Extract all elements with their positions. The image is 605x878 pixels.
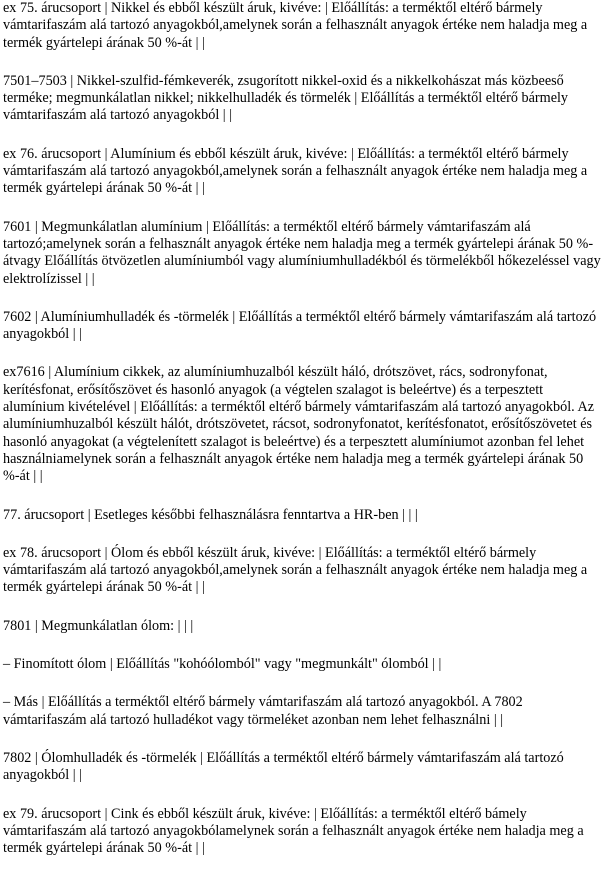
paragraph-7802: 7802 | Ólomhulladék és -törmelék | Előállítás a terméktől eltérő bármely vámtarifaszám alá tartozó anyagokból | | — [3, 749, 564, 784]
paragraph-ex75: ex 75. árucsoport | Nikkel és ebből készült áruk, kivéve: | Előállítás: a terméktől eltérő bármely vámtarifaszám alá tartozó anyagokból,amelynek során a felhasznált anyagok értéke nem haladja meg a termék gyártelepi árának 50 %-át | | — [3, 0, 588, 51]
paragraph-ex7616: ex7616 | Alumínium cikkek, az alumíniumhuzalból készült háló, drótszövet, rács, sodronyfonat, kerítésfonat, erősítőszövet és hasonló anyagok (a végtelen szalagot is beleértve) és a terpesztett alumínium kivételével | Előállítás: a terméktől eltérő bármely vámtarifaszám alá tartozó anyagokból. Az alumíniumhuzalból készült hálót, drótszövetet, rácsot, sodronyfonatot, kerítésfonatot, erősítőszövetet és hasonló anyagokat (a végtelenített szalagot is beleértve) és a terpesztett alumíniumot azonban fel lehet használniamelynek során a felhasznált anyagok értéke nem haladja meg a termék gyártelepi árának 50 %-át | | — [3, 364, 595, 485]
paragraph-ex76: ex 76. árucsoport | Alumínium és ebből készült áruk, kivéve: | Előállítás: a terméktől eltérő bármely vámtarifaszám alá tartozó anyagokból,amelynek során a felhasznált anyagok értéke nem haladja meg a termék gyártelepi árának 50 %-át | | — [3, 145, 588, 197]
paragraph-77: 77. árucsoport | Esetleges későbbi felhasználásra fenntartva a HR-ben | | | — [3, 506, 418, 523]
paragraph-7801: 7801 | Megmunkálatlan ólom: | | | — [3, 617, 194, 634]
paragraph-7602: 7602 | Alumíniumhulladék és -törmelék | Előállítás a terméktől eltérő bármely vámtarifaszám alá tartozó anyagokból | | — [3, 308, 597, 343]
paragraph-ex79: ex 79. árucsoport | Cink és ebből készült áruk, kivéve: | Előállítás: a terméktől eltérő bámely vámtarifaszám alá tartozó anyagokbólamelynek során a felhasznált anyagok értéke nem haladja meg a termék gyártelepi árának 50 %-át | | — [3, 805, 584, 857]
paragraph-mas: – Más | Előállítás a terméktől eltérő bármely vámtarifaszám alá tartozó anyagokból. A 7802 vámtarifaszám alá tartozó hulladékot vagy törmeléket azonban nem lehet felhasználni | | — [3, 694, 523, 728]
paragraph-finomitott-olom: – Finomított ólom | Előállítás "kohóólomból" vagy "megmunkált" ólomból | | — [3, 656, 442, 673]
paragraph-7601: 7601 | Megmunkálatlan alumínium | Előállítás: a terméktől eltérő bármely vámtarifaszám alá tartozó;amelynek során a felhasznált anyagok értéke nem haladja meg a termék gyártelepi árának 50 %-átvagy Előállítás ötvözetlen alumíniumból vagy alumíniumhulladékból és törmelékből hőkezeléssel vagy elektrolízissel | | — [3, 218, 601, 287]
paragraph-ex78: ex 78. árucsoport | Ólom és ebből készült áruk, kivéve: | Előállítás: a terméktől eltérő bármely vámtarifaszám alá tartozó anyagokból,amelynek során a felhasznált anyagok értéke nem haladja meg a termék gyártelepi árának 50 %-át | | — [3, 544, 588, 596]
paragraph-7501-7503: 7501–7503 | Nikkel-szulfid-fémkeverék, zsugorított nikkel-oxid és a nikkelkohászat más közbeeső terméke; megmunkálatlan nikkel; nikkelhulladék és törmelék | Előállítás a terméktől eltérő bármely vámtarifaszám alá tartozó anyagokból | | — [3, 72, 569, 124]
document-body — [3, 0, 601, 878]
